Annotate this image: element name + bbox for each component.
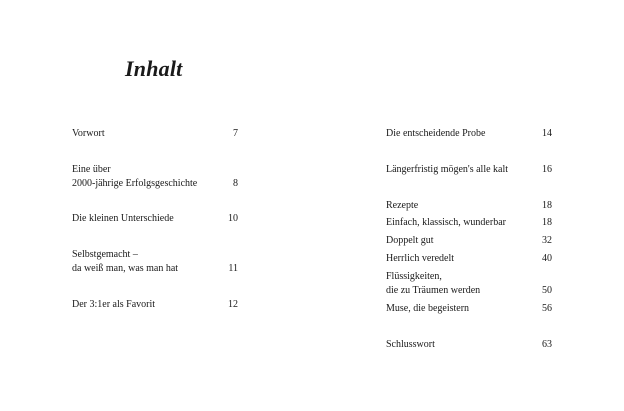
toc-entry	[386, 270, 552, 298]
toc-entry-page: 63	[542, 339, 552, 350]
toc-entry	[72, 127, 238, 140]
toc-entry-label: Herrlich veredelt	[386, 253, 455, 264]
toc-entry-label: Der 3:1er als Favorit	[72, 299, 156, 310]
toc-entry-page: 11	[228, 263, 238, 274]
toc-entry-label: Die kleinen Unterschiede	[72, 213, 174, 224]
toc-entry-label: Selbstgemacht –	[72, 249, 138, 260]
toc-entry	[386, 234, 552, 247]
toc-entry-label: Längerfristig mögen's alle kalt	[386, 164, 509, 175]
toc-entry-label: Eine über	[72, 164, 111, 175]
toc-entry	[386, 127, 552, 140]
toc-entry	[72, 248, 238, 276]
toc-entry-page: 7	[233, 128, 238, 139]
toc-entry	[386, 216, 552, 229]
toc-entry-label: die zu Träumen werden	[386, 285, 481, 296]
toc-entry-page: 18	[542, 200, 552, 211]
toc-entry-label: Schlusswort	[386, 339, 435, 350]
toc-entry-label: Einfach, klassisch, wunderbar	[386, 217, 506, 228]
toc-entry-label: 2000-jährige Erfolgsgeschichte	[72, 178, 198, 189]
toc-entry	[386, 252, 552, 265]
toc-entry-page: 50	[542, 285, 552, 296]
toc-entry-page: 32	[542, 235, 552, 246]
toc-entry-page: 16	[542, 164, 552, 175]
toc-entry	[386, 302, 552, 315]
toc-entry	[386, 199, 552, 212]
toc-entry-label: Doppelt gut	[386, 235, 434, 246]
toc-entry-label: da weiß man, was man hat	[72, 263, 179, 274]
toc-entry-label: Rezepte	[386, 200, 419, 211]
toc-entry	[386, 163, 552, 176]
toc-entry	[386, 338, 552, 351]
toc-entry-page: 10	[228, 213, 238, 224]
toc-entry-page: 12	[228, 299, 238, 310]
toc-entry-page: 56	[542, 303, 552, 314]
page-title: Inhalt	[125, 56, 183, 81]
toc-entry-label: Flüssigkeiten,	[386, 271, 442, 282]
toc-entry-page: 18	[542, 217, 552, 228]
toc-entry-label: Die entscheidende Probe	[386, 128, 486, 139]
toc-entry-page: 40	[542, 253, 552, 264]
toc-entry	[72, 298, 238, 311]
toc-entry-label: Vorwort	[72, 128, 105, 139]
toc-entry-page: 14	[542, 128, 552, 139]
toc-entry	[72, 212, 238, 225]
toc-entry-label: Muse, die begeistern	[386, 303, 470, 314]
toc-entry-page: 8	[233, 178, 238, 189]
toc-entry	[72, 163, 238, 191]
